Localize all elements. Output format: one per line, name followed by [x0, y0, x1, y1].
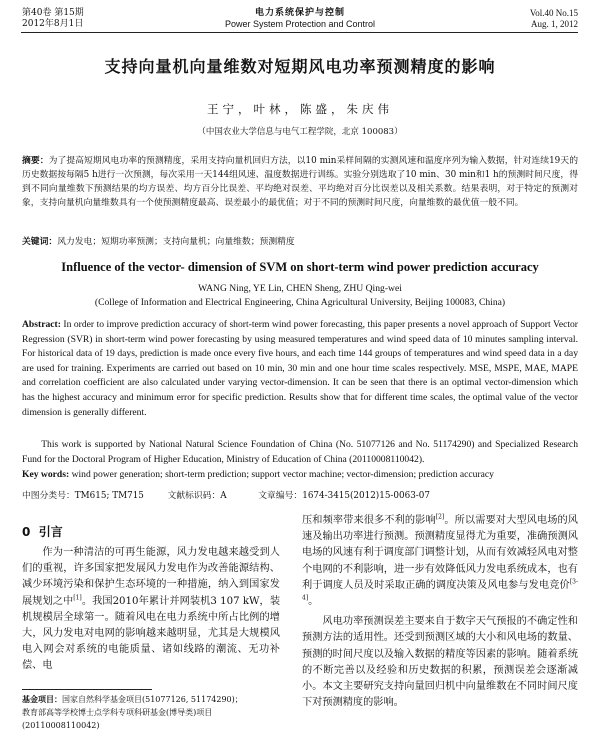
intro-left-column — [22, 545, 280, 675]
journal-name-en: Power System Protection and Control — [224, 19, 376, 29]
footnote-label: 基金项目： — [22, 694, 62, 704]
footnote-line-1 — [22, 693, 284, 706]
abstract-en — [22, 318, 578, 420]
abstract-en-text: In order to improve prediction accuracy of short-term wind power forecasting, this paper presents a novel approach of Support Vector Regression (SVR) in short-term wind power forecasting by using measured temperatures and wind speed data of 10 minutes sampling interval. For historical data of 19 days, prediction is made once every five hours, and each time 144 groups of temperatures and wind speed data in a day are used for training. Experiments are carried out based on 10 min, 30 min and one hour time scales respectively. MSE, MSPE, MAE, MAPE and correlation coefficient are also calculated under varying vector-dimension. It can be seen that there is an optimal vector-dimension which has the highest accuracy and minimum error for specific prediction. Results show that for different time scales, the optimal value of the vector dimension is generally different. — [22, 319, 579, 418]
intro-paragraph-1-continued-tail: 。 — [308, 596, 319, 608]
footnote-text-1: 国家自然科学基金项目(51077126, 51174290)； — [62, 695, 243, 704]
affiliation-cn: （中国农业大学信息与电气工程学院，北京 100083） — [197, 127, 403, 137]
intro-paragraph-1-continued-head: 压和频率带来很多不利的影响 — [302, 515, 436, 526]
keywords-cn — [22, 235, 578, 249]
volume-issue-en: Vol.40 No.15 — [529, 8, 578, 18]
citation-2: [2] — [435, 513, 445, 521]
intro-paragraph-1-text: 作为一种清洁的可再生能源，风力发电越来越受到人们的重视，许多国家把发展风力发电作为改善能源结构、减少环境污染和保护生态环境的一种措施，纳入到国家发展规划之中 — [22, 547, 280, 607]
keywords-en-text: wind power generation; short-term prediction; support vector machine; vector-dimension; prediction accuracy — [71, 469, 494, 480]
footnote-rule — [22, 689, 152, 690]
paper-title-cn: 支持向量机向量维数对短期风电功率预测精度的影响 — [104, 57, 496, 76]
section-number: 0 — [22, 525, 31, 539]
authors-cn: 王宁，叶林，陈盛，朱庆伟 — [207, 102, 393, 116]
citation-3-4: [3-4] — [302, 578, 578, 602]
support-statement-en: This work is supported by National Natural Science Foundation of China (No. 51077126 and No. 51174290) and Specialized Research Fund for the Doctoral Program of Higher Education, Ministry of Education of China (20110008110042). — [22, 439, 578, 465]
paper-title-en: Influence of the vector- dimension of SVM on short-term wind power prediction accuracy — [61, 260, 539, 274]
section-title: 引言 — [38, 525, 63, 539]
abstract-en-label: Abstract: — [22, 319, 61, 330]
authors-en: WANG Ning, YE Lin, CHEN Sheng, ZHU Qing-wei — [198, 283, 402, 294]
keywords-en-label: Key words: — [22, 469, 70, 480]
classification-line — [22, 489, 578, 503]
citation-1: [1] — [73, 594, 82, 602]
doc-code-value: A — [220, 491, 227, 501]
doc-code-label: 文献标识码： — [167, 491, 221, 501]
footnote-funding — [22, 693, 284, 732]
volume-issue-cn: 第40卷 第15期 — [22, 8, 84, 18]
keywords-en — [22, 468, 578, 483]
intro-paragraph-1-continued-text: 。所以需要对大型风电场的风速及输出功率进行预测。预测精度显得尤为重要，准确预测风电场的风速有利于调度部门调整计划，从而有效减轻风电对整个电网的不利影响，进一步有效降低风力发电系统成本，也有利于调度人员及时采取正确的调度决策及风电参与发电竞价 — [302, 515, 578, 591]
article-number-value: 1674-3415(2012)15-0063-07 — [302, 491, 430, 501]
article-number-label: 文章编号： — [258, 491, 303, 501]
date-en: Aug. 1, 2012 — [531, 19, 578, 29]
header-rule — [21, 32, 578, 33]
footnote-line-3: (20110008110042) — [22, 721, 100, 730]
keywords-cn-text: 风力发电；短期功率预测；支持向量机；向量维数；预测精度 — [57, 237, 295, 247]
intro-paragraph-1-continued — [302, 513, 578, 610]
intro-paragraph-2: 风电功率预测误差主要来自于数字天气预报的不确定性和预测方法的适用性。还受到预测区域的大小和风电场的数量、预测的时间尺度以及输入数据的精度等因素的影响。随着系统的不断完善以及经验和历史数据的积累，预测误差会逐渐减小。本文主要研究支持向量回归机中向量维数在不同时间尺度下对预测精度的影响。 — [302, 616, 578, 709]
intro-paragraph-1-tail: 。我国2010年累计并网装机3 107 kW，装机规模居全球第一。随着风电在电力系统中所占比例的增大，风力发电对电网的影响越来越明显，尤其是大规模风电入网会对系统的电能质量、诸如线路的潮流、无功补偿、电 — [22, 595, 280, 672]
abstract-cn-text: 为了提高短期风电功率的预测精度，采用支持向量机回归方法，以10 min采样间隔的实测风速和温度序列为输入数据，针对连续19天的历史数据按每隔5 h进行一次预测，每次采用一天144组风速、温度数据进行训练。实验分别选取了10 min、30 min和1 h的预测时间尺度，得到不同向量维数下预测结果的均方误差、均方百分比误差、平均绝对误差、平均绝对百分比误差以及相关系数。结果表明，对于特定的预测对象，支持向量机向量维数具有一个使预测精度最高、误差最小的最优值；对于不同的预测时间尺度，向量维数的最优值一般不同。 — [22, 156, 578, 208]
footnote-line-2: 教育部高等学校博士点学科专项科研基金(博导类)项目 — [22, 708, 213, 717]
keywords-cn-label: 关键词： — [22, 237, 58, 247]
date-cn: 2012年8月1日 — [22, 19, 84, 29]
clc-value: TM615; TM715 — [74, 491, 144, 501]
intro-paragraph-1 — [22, 545, 280, 675]
abstract-cn — [22, 154, 578, 210]
journal-name-cn: 电力系统保护与控制 — [254, 8, 345, 18]
affiliation-en: (College of Information and Electrical Engineering, China Agricultural University, Beijing 100083, China) — [94, 297, 506, 308]
section-heading — [22, 523, 280, 540]
clc-label: 中图分类号： — [22, 491, 75, 501]
intro-right-column — [302, 513, 578, 711]
abstract-cn-label: 摘要： — [22, 156, 49, 166]
